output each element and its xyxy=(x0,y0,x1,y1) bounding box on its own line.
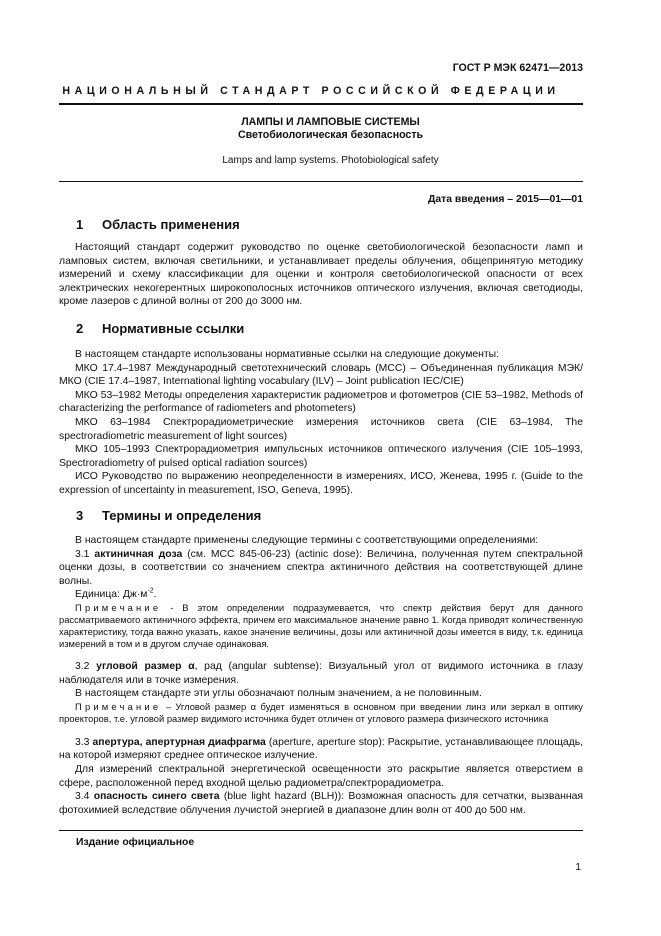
note-text: – Угловой размер α будет изменяться в основном при введении линз или зеркал в оптику проекторов, т.е. угловой размер видимого источника будет отличен от углового размера физического источника xyxy=(59,700,583,724)
standard-code: ГОСТ Р МЭК 62471—2013 xyxy=(452,62,583,74)
note-3-1 xyxy=(59,602,583,650)
title-en: Lamps and lamp systems. Photobiological safety xyxy=(222,155,439,166)
term-number: 3.1 xyxy=(75,548,90,560)
paragraph: Настоящий стандарт содержит руководство по оценке светобиологической безопасности ламп и ламповых систем, включая светильники, и устанавливает пределы облучения, общепринятую методику измерений и схему классификации для оценки и контроля светобиологической опасности от всех электрических некогерентных широкополосных источников оптического излучения, включая светодиоды, кроме лазеров с длиной волны от 200 до 3000 нм. xyxy=(59,242,583,308)
section-2-heading xyxy=(76,321,244,337)
footer-rule xyxy=(59,830,583,831)
note-label: Примечание xyxy=(75,700,162,712)
section-1-body xyxy=(59,241,583,309)
reference-item: МКО 63–1984 Спектрорадиометрические измерения источников света (CIE 63–1984, The spectroradiometric measurement of light sources) xyxy=(59,416,583,442)
note-label: Примечание xyxy=(75,601,162,613)
term-definition: (см. МСС 845-06-23) (actinic dose): Величина, полученная путем спектральной оценки дозы, в соответствии со значением спектра актиничного действия на соответствующей длине волны. xyxy=(59,548,583,587)
paragraph: В настоящем стандарте использованы нормативные ссылки на следующие документы: xyxy=(75,349,499,360)
official-edition-label: Издание официальное xyxy=(76,837,195,848)
document-title xyxy=(0,116,661,142)
term-name: апертура, апертурная диафрагма xyxy=(92,736,266,748)
title-ru-line1: ЛАМПЫ И ЛАМПОВЫЕ СИСТЕМЫ xyxy=(241,116,420,128)
paragraph: Для измерений спектральной энергетической освещенности это раскрытие является отверстием в сфере, расположенной перед входной щелью радиометра/спектрорадиометра. xyxy=(59,763,583,789)
term-definition: , рад (angular subtense): Визуальный угол от видимого источника в глазу наблюдателя или в точке измерения. xyxy=(59,660,584,686)
unit-line xyxy=(59,588,583,602)
term-name: актиничная доза xyxy=(94,548,183,560)
section-title: Область применения xyxy=(102,217,240,232)
section-number: 1 xyxy=(76,217,84,232)
unit-text: Единица: Дж·м xyxy=(75,589,148,601)
term-3-3 xyxy=(59,736,583,763)
reference-item: МКО 53–1982 Методы определения характеристик радиометров и фотометров (CIE 53–1982, Methods of characterizing the performance of radiometers and photometers) xyxy=(59,389,583,415)
term-3-2 xyxy=(59,660,583,687)
title-rule xyxy=(59,181,583,182)
section-1-heading xyxy=(76,217,240,233)
reference-item: МКО 17.4–1987 Международный светотехнический словарь (МСС) – Объединенная публикация МЭК/МКО (CIE 17.4–1987, International lighting vocabulary (ILV) – Joint publication IEC/CIE) xyxy=(59,362,583,388)
unit-end: . xyxy=(153,589,157,601)
term-definition: (blue light hazard (BLH)): Возможная опасность для сетчатки, вызванная фотохимией вследствие облучения лучистой энергией в диапазоне длин волн от 400 до 500 нм. xyxy=(59,791,583,816)
note-text: - В этом определении подразумевается, что спектр действия берут для данного рассматриваемого актиничного эффекта, причем его максимальное значение равно 1. Когда приводят количественную характеристику, тогда важно указать, какое значение величины, дозы или актиничной дозы имеется в виду, т.к. единица измерений в том и в другом случае одинаковая. xyxy=(59,601,583,649)
intro-date: Дата введения – 2015—01—01 xyxy=(427,194,583,205)
national-standard-heading: НАЦИОНАЛЬНЫЙ СТАНДАРТ РОССИЙСКОЙ ФЕДЕРАЦИИ xyxy=(62,85,560,97)
reference-item: ИСО Руководство по выражению неопределенности в измерениях, ИСО, Женева, 1995 г. (Guide to the expression of uncertainty in measurement, ISO, Geneva, 1995). xyxy=(59,471,583,496)
term-3-4 xyxy=(59,790,583,817)
section-2-body xyxy=(59,348,583,498)
paragraph: В настоящем стандарте эти углы обозначают полным значением, а не половинным. xyxy=(75,688,482,700)
section-title: Нормативные ссылки xyxy=(102,321,245,336)
term-definition: (aperture, aperture stop): Раскрытие, устанавливающее площадь, на которой измеряют среднее оптическое излучение. xyxy=(59,736,584,762)
paragraph: В настоящем стандарте применены следующие термины с соответствующими определениями: xyxy=(75,535,539,546)
term-number: 3.3 xyxy=(75,736,90,748)
page-number: 1 xyxy=(575,862,581,873)
term-number: 3.2 xyxy=(75,660,90,672)
reference-item: МКО 105–1993 Спектрорадиометрия импульсных источников оптического излучения (CIE 105–1993, Spectroradiometry of pulsed optical radiation sources) xyxy=(59,444,583,469)
note-3-2 xyxy=(59,701,583,725)
term-name: угловой размер α xyxy=(96,660,195,672)
section-title: Термины и определения xyxy=(102,508,262,523)
term-name: опасность синего света xyxy=(93,791,220,803)
section-3-heading xyxy=(76,508,261,524)
section-3-body xyxy=(59,534,583,817)
unit-exponent: -2 xyxy=(147,587,154,595)
term-number: 3.4 xyxy=(75,791,90,803)
term-3-1 xyxy=(59,548,583,589)
section-number: 3 xyxy=(76,508,84,523)
section-number: 2 xyxy=(76,321,84,336)
title-ru-line2: Светобиологическая безопасность xyxy=(237,129,424,141)
header-rule xyxy=(59,103,583,105)
